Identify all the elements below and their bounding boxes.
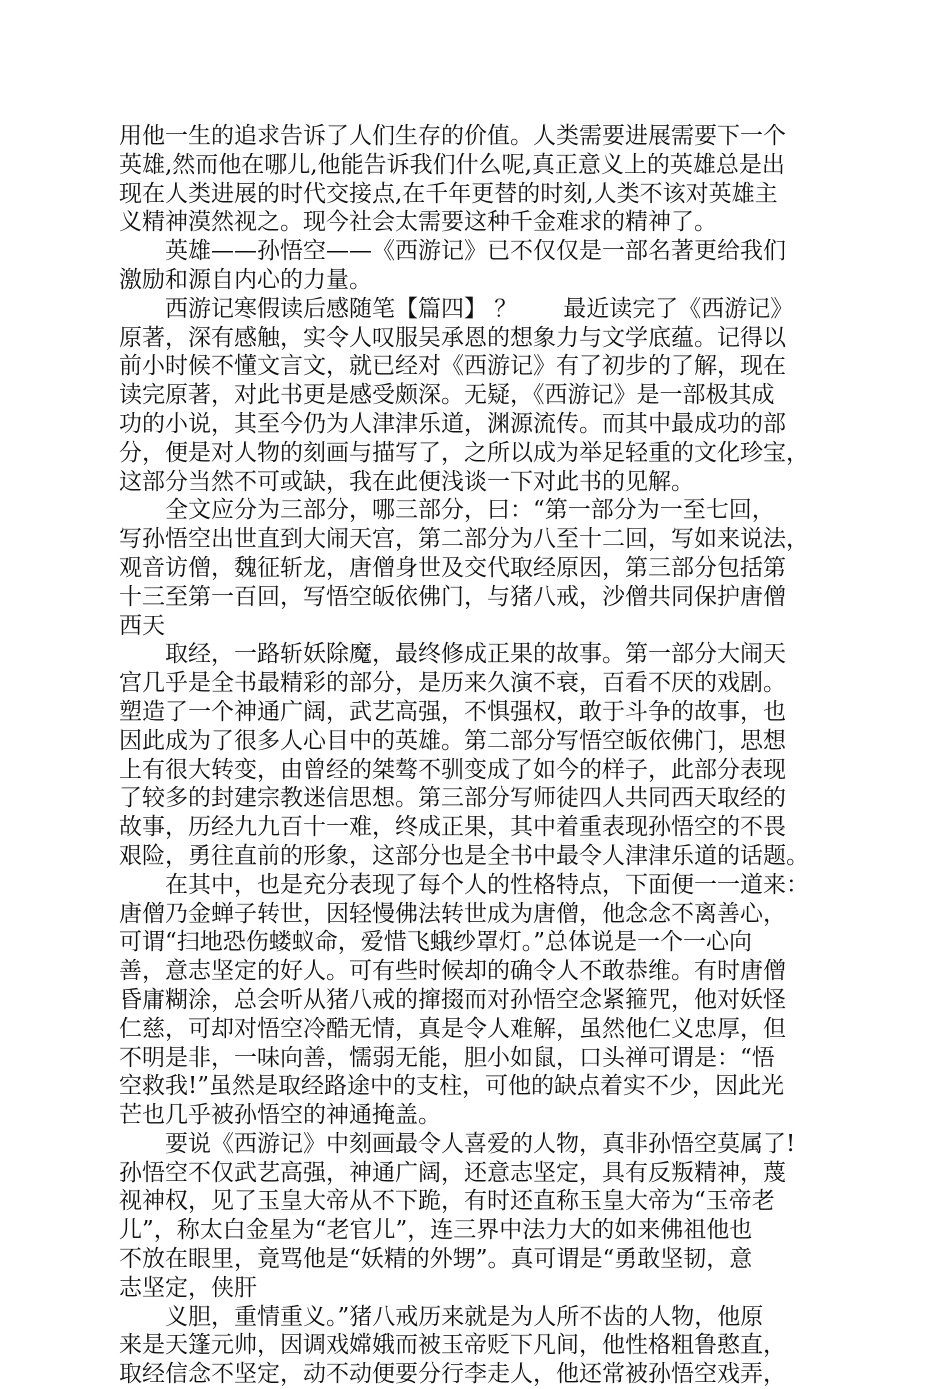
text-line: 分，便是对人物的刻画与描写了，之所以成为举足轻重的文化珍宝， — [119, 439, 809, 466]
text-line: 不放在眼里，竟骂他是“妖精的外甥”。真可谓是“勇敢坚韧，意 — [119, 1246, 753, 1273]
text-line: 英雄,然而他在哪儿,他能告诉我们什么呢,真正意义上的英雄总是出 — [119, 151, 785, 178]
text-line: 儿”，称太白金星为“老官儿”，连三界中法力大的如来佛祖他也 — [119, 1217, 753, 1244]
text-line: 孙悟空不仅武艺高强，神通广阔，还意志坚定，具有反叛精神，蔑 — [119, 1159, 786, 1186]
text-line: 故事，历经九九百十一难，终成正果，其中着重表现孙悟空的不畏 — [119, 814, 786, 841]
text-line: 原著，深有感触，实令人叹服吴承恩的想象力与文学底蕴。记得以 — [119, 324, 786, 351]
text-line: 激励和源自内心的力量。 — [119, 266, 372, 293]
text-line: 取经信念不坚定，动不动便要分行李走人，他还常被孙悟空戏弄， — [119, 1361, 786, 1388]
text-line: 十三至第一百回，写悟空皈依佛门，与猪八戒，沙僧共同保护唐僧 — [119, 583, 786, 610]
text-line: 空救我!”虽然是取经路途中的支柱，可他的缺点着实不少，因此光 — [119, 1073, 785, 1100]
text-line: 上有很大转变，由曾经的桀骜不驯变成了如今的样子，此部分表现 — [119, 756, 786, 783]
text-line: 了较多的封建宗教迷信思想。第三部分写师徒四人共同西天取经的 — [119, 785, 786, 812]
text-line: 宫几乎是全书最精彩的部分，是历来久演不衰，百看不厌的戏剧。 — [119, 670, 786, 697]
text-line: 塑造了一个神通广阔，武艺高强，不惧强权，敢于斗争的故事，也 — [119, 698, 786, 725]
text-line: 写孙悟空出世直到大闹天宫，第二部分为八至十二回，写如来说法， — [119, 526, 809, 553]
text-line: 义精神漠然视之。现今社会太需要这种千金难求的精神了。 — [119, 209, 717, 236]
text-line: 善，意志坚定的好人。可有些时候却的确令人不敢恭维。有时唐僧 — [119, 958, 786, 985]
text-line: 这部分当然不可或缺，我在此便浅谈一下对此书的见解。 — [119, 468, 694, 495]
text-line: 西天 — [119, 612, 165, 639]
text-line: 艰险，勇往直前的形象，这部分也是全书中最令人津津乐道的话题。 — [119, 842, 809, 869]
text-line: 取经，一路斩妖除魔，最终修成正果的故事。第一部分大闹天 — [165, 641, 786, 668]
text-line: 观音访僧，魏征斩龙，唐僧身世及交代取经原因，第三部分包括第 — [119, 554, 786, 581]
text-line: 用他一生的追求告诉了人们生存的价值。人类需要进展需要下一个 — [119, 123, 786, 149]
text-line: 昏庸糊涂，总会听从猪八戒的撺掇而对孙悟空念紧箍咒，他对妖怪 — [119, 986, 786, 1013]
text-line: 仁慈，可却对悟空冷酷无情，真是令人难解，虽然他仁义忠厚，但 — [119, 1015, 786, 1042]
text-line: 不明是非，一味向善，懦弱无能，胆小如鼠，口头禅可谓是：“悟 — [119, 1044, 775, 1071]
text-line: 志坚定，侠肝 — [119, 1274, 257, 1301]
text-line: 全文应分为三部分，哪三部分，曰：“第一部分为一至七回， — [165, 497, 775, 524]
text-line: 前小时候不懂文言文，就已经对《西游记》有了初步的了解，现在 — [119, 353, 786, 380]
text-line: 要说《西游记》中刻画最令人喜爱的人物，真非孙悟空莫属了! — [165, 1130, 796, 1157]
text-line: 可谓“扫地恐伤蝼蚁命，爱惜飞蛾纱罩灯。”总体说是一个一心向 — [119, 929, 753, 956]
document-page — [119, 122, 835, 1389]
text-line: 英雄——孙悟空——《西游记》已不仅仅是一部名著更给我们 — [165, 238, 786, 265]
text-line: 因此成为了很多人心目中的英雄。第二部分写悟空皈依佛门，思想 — [119, 727, 786, 754]
text-line: 读完原著，对此书更是感受颇深。无疑，《西游记》是一部极其成 — [119, 382, 775, 409]
text-line: 义胆，重情重义。”猪八戒历来就是为人所不齿的人物，他原 — [165, 1303, 764, 1330]
text-line: 在其中，也是充分表现了每个人的性格特点，下面便一一道来： — [165, 871, 809, 898]
text-line: 来是天篷元帅，因调戏嫦娥而被玉帝贬下凡间，他性格粗鲁憨直， — [119, 1332, 786, 1359]
text-line: 功的小说，其至今仍为人津津乐道，渊源流传。而其中最成功的部 — [119, 410, 786, 437]
text-line: 现在人类进展的时代交接点,在千年更替的时刻,人类不该对英雄主 — [119, 180, 778, 207]
text-line: 视神权，见了玉皇大帝从不下跪，有时还直称玉皇大帝为“玉帝老 — [119, 1188, 775, 1215]
text-line: 唐僧乃金蝉子转世，因轻慢佛法转世成为唐僧，他念念不离善心， — [119, 900, 786, 927]
text-line: 西游记寒假读后感随笔【篇四】 ？ 最近读完了《西游记》 — [165, 295, 794, 322]
text-line: 芒也几乎被孙悟空的神通掩盖。 — [119, 1102, 441, 1129]
